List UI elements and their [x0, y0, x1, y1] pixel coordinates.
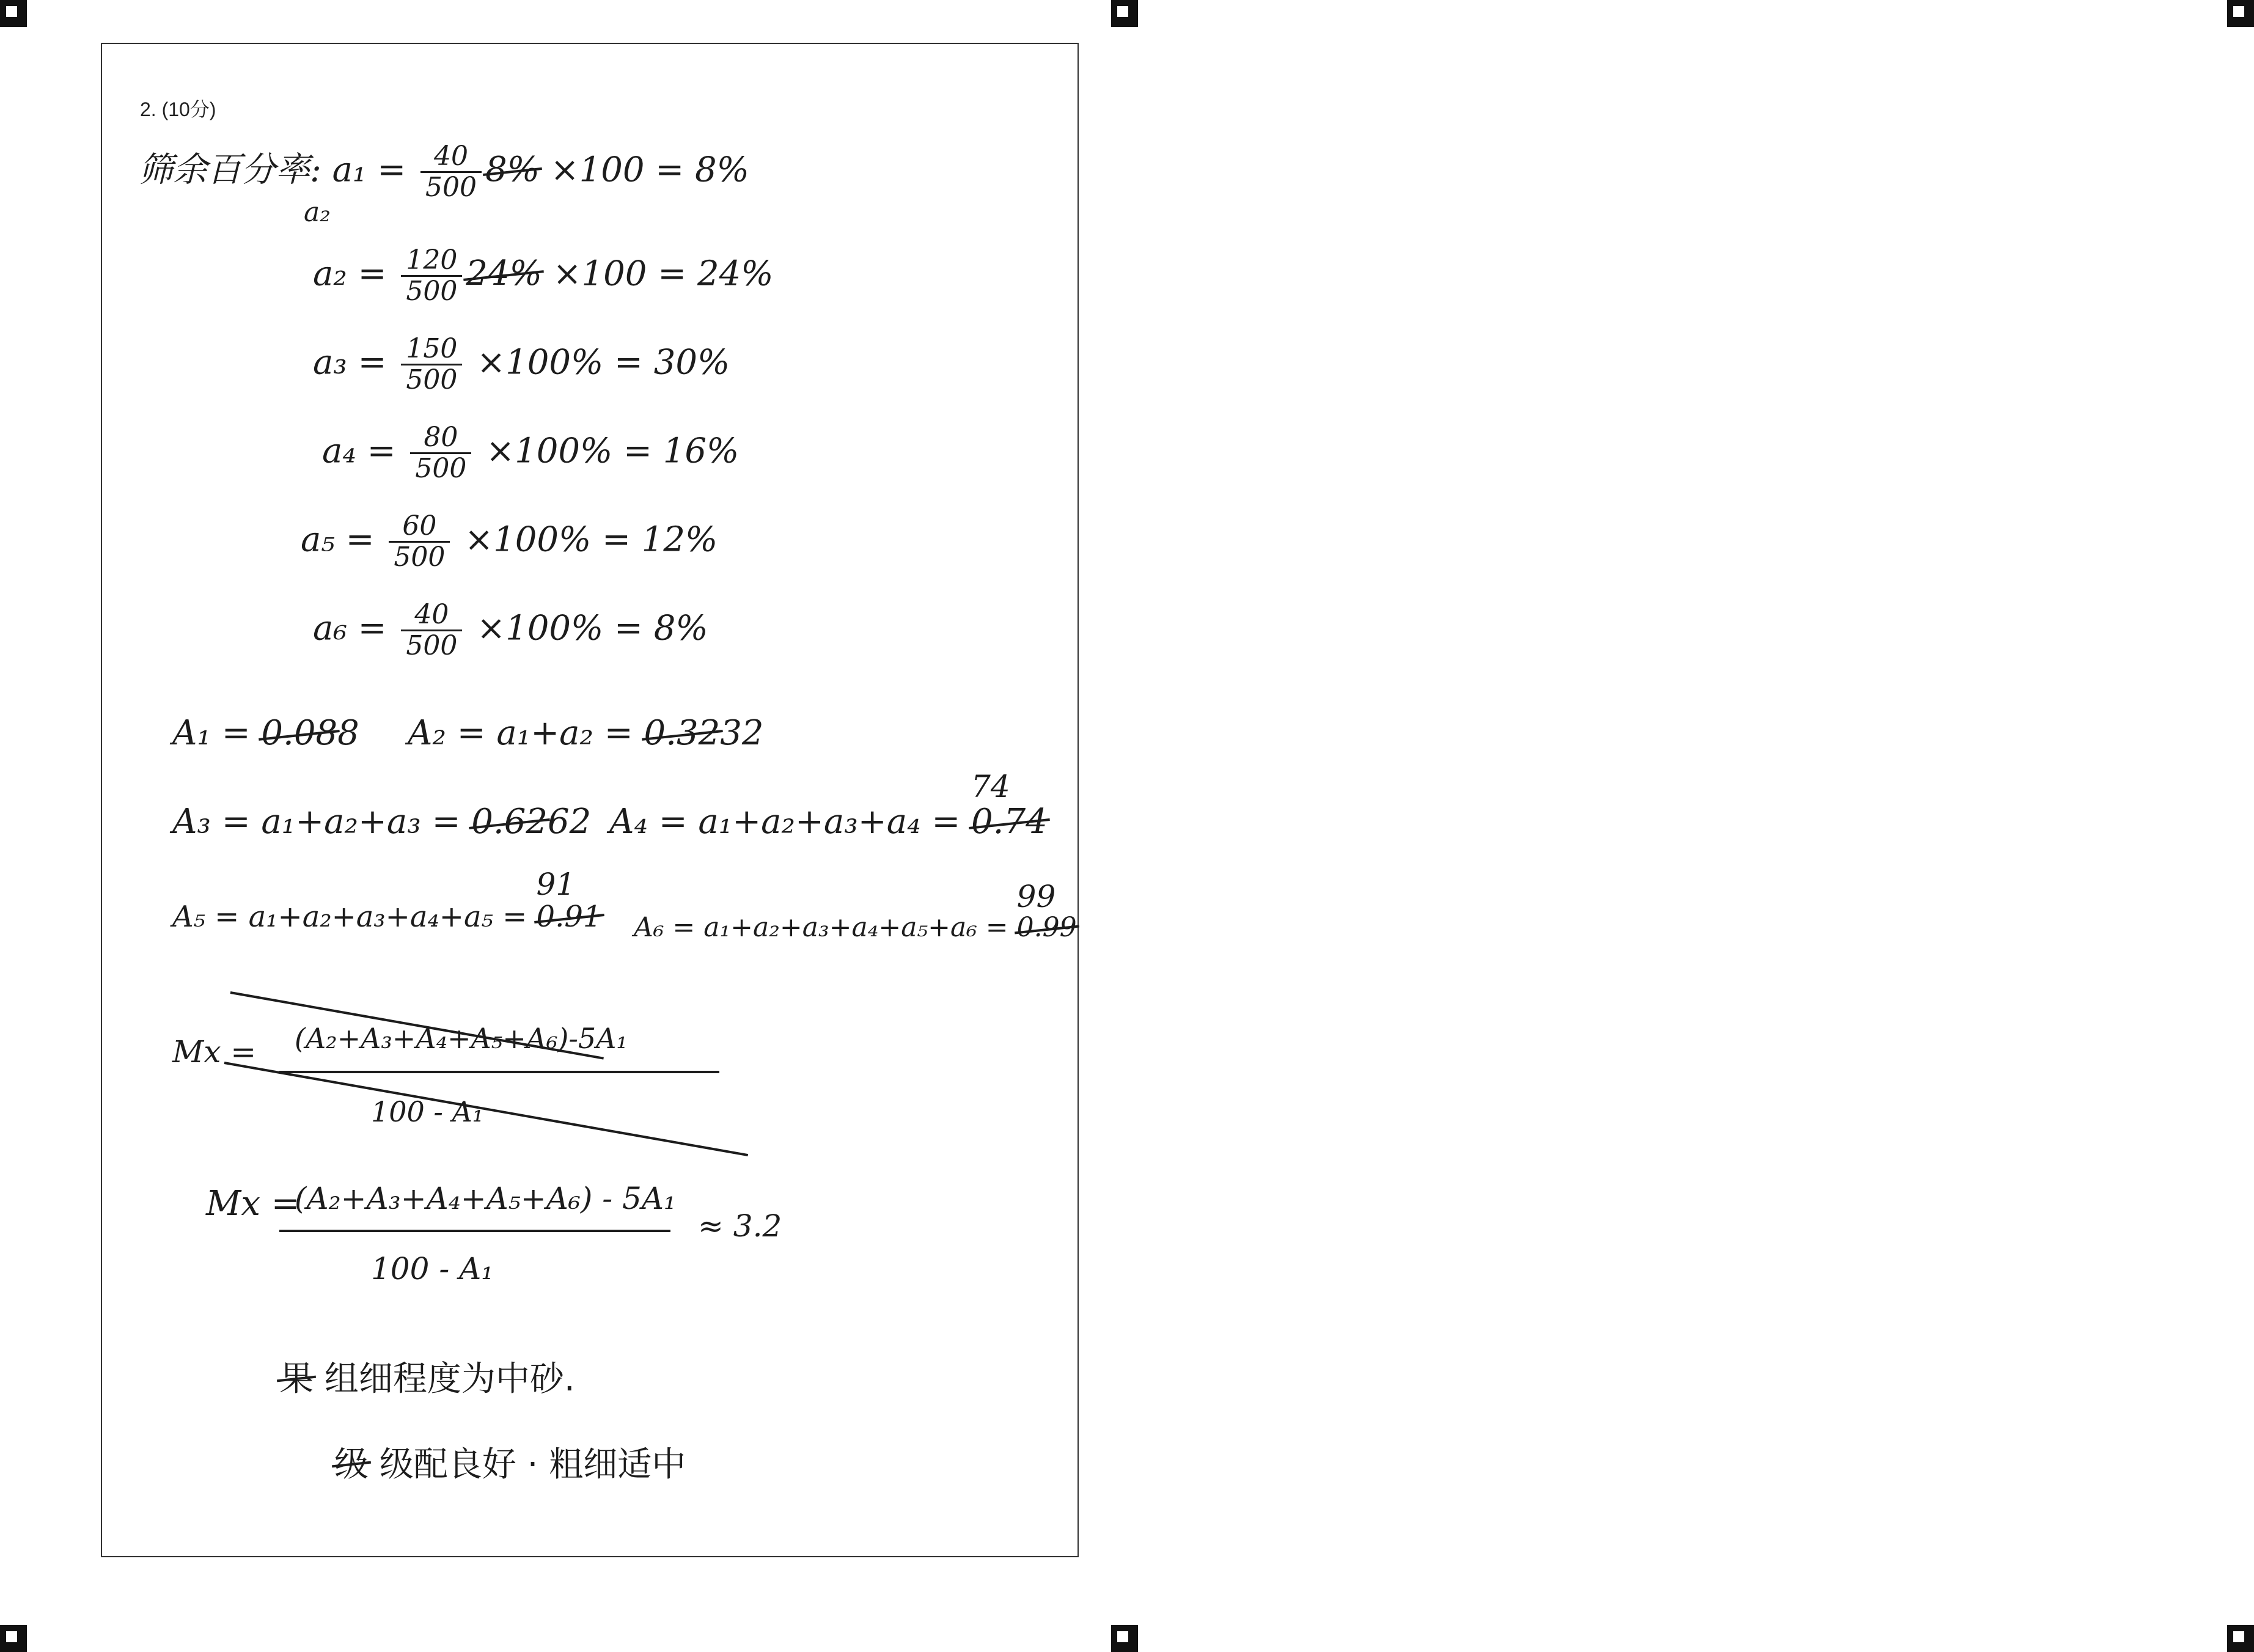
a1-head: 筛余百分率: a₁ =	[139, 150, 417, 190]
a1-tail: ×100 = 8%	[550, 150, 749, 190]
A6-struck: 0.99	[1016, 912, 1077, 943]
conclusion-line-1-text: 组细程度为中砂.	[324, 1359, 575, 1399]
crossed-formula-numerator: (A₂+A₃+A₄+A₅+A₆)-5A₁	[295, 1022, 628, 1055]
line-a4	[322, 423, 739, 484]
conclusion-strike-mark-2: 级	[334, 1437, 369, 1486]
answer-sheet	[101, 43, 1079, 1557]
a2-fraction: $\frac{120}{500}$	[401, 246, 462, 307]
alignment-marker-top-right	[2227, 0, 2254, 27]
conclusion-line-1	[279, 1352, 575, 1401]
alignment-marker-top-center	[1111, 0, 1138, 27]
conclusion-strike-mark: 果	[279, 1352, 314, 1401]
line-a5	[301, 512, 718, 573]
A4-value: 74	[971, 769, 1010, 804]
alignment-marker-bottom-left	[0, 1625, 27, 1652]
A5-head: A₅ = a₁+a₂+a₃+a₄+a₅ =	[172, 900, 537, 934]
a1-struck: 8%	[485, 150, 540, 190]
a4-tail: ×100% = 16%	[486, 431, 740, 471]
a6-tail: ×100% = 8%	[477, 608, 708, 648]
final-formula-result: ≈ 3.2	[698, 1208, 782, 1244]
A4-struck: 0.74	[971, 802, 1048, 842]
line-a1	[139, 142, 749, 203]
a2-tail: ×100 = 24%	[552, 254, 774, 294]
A1-head: A₁ =	[172, 713, 262, 753]
A1-value: 8	[337, 713, 359, 753]
a1-correction: a₂	[304, 197, 331, 228]
question-label: 2. (10分)	[140, 98, 216, 120]
A3-struck: 0.62	[471, 802, 548, 842]
final-formula-bar	[279, 1230, 670, 1232]
line-a3	[313, 334, 730, 395]
A2-value: 32	[720, 713, 764, 753]
alignment-marker-bottom-center	[1111, 1625, 1138, 1652]
a5-fraction: $\frac{60}{500}$	[389, 512, 450, 573]
A5-value: 91	[536, 867, 576, 902]
a2-struck: 24%	[466, 254, 542, 294]
crossed-formula-lhs: Mx =	[172, 1034, 257, 1070]
line-A3	[172, 802, 591, 842]
final-formula-denominator: 100 - A₁	[371, 1251, 494, 1287]
A2-head: A₂ = a₁+a₂ =	[408, 713, 644, 753]
A6-value: 99	[1016, 879, 1056, 914]
alignment-marker-bottom-right	[2227, 1625, 2254, 1652]
a3-head: a₃ =	[313, 342, 398, 383]
line-a6	[313, 600, 708, 661]
line-A6	[634, 879, 1077, 943]
conclusion-line-2	[334, 1437, 686, 1486]
a6-head: a₆ =	[313, 608, 398, 648]
A1-struck: 0.08	[261, 713, 338, 753]
A3-value: 62	[547, 802, 592, 842]
line-a2	[313, 246, 773, 307]
line-A2	[408, 713, 763, 753]
a1-fraction: $\frac{40}{500}$	[420, 142, 482, 203]
A4-head: A₄ = a₁+a₂+a₃+a₄ =	[609, 802, 972, 842]
crossed-formula-bar	[279, 1071, 719, 1073]
A3-head: A₃ = a₁+a₂+a₃ =	[172, 802, 472, 842]
a4-fraction: $\frac{80}{500}$	[410, 423, 471, 484]
a5-head: a₅ =	[301, 519, 386, 560]
line-A1	[172, 713, 359, 753]
alignment-marker-top-left	[0, 0, 27, 27]
line-A4	[609, 769, 1048, 842]
conclusion-line-2-text: 级配良好 · 粗细适中	[379, 1445, 686, 1485]
a2-head: a₂ =	[313, 254, 398, 294]
line-A5	[172, 867, 602, 934]
final-formula-lhs: Mx =	[206, 1184, 300, 1224]
A2-struck: 0.32	[644, 713, 721, 753]
crossed-formula-denominator: 100 - A₁	[371, 1095, 484, 1128]
a4-head: a₄ =	[322, 431, 407, 471]
a6-fraction: $\frac{40}{500}$	[401, 600, 462, 661]
a3-tail: ×100% = 30%	[477, 342, 730, 383]
a3-fraction: $\frac{150}{500}$	[401, 334, 462, 395]
A6-head: A₆ = a₁+a₂+a₃+a₄+a₅+a₆ =	[634, 912, 1017, 943]
a5-tail: ×100% = 12%	[464, 519, 718, 560]
cross-out-stroke-2	[224, 1062, 748, 1156]
A5-struck: 0.91	[536, 900, 602, 934]
final-formula-numerator: (A₂+A₃+A₄+A₅+A₆) - 5A₁	[295, 1181, 676, 1216]
